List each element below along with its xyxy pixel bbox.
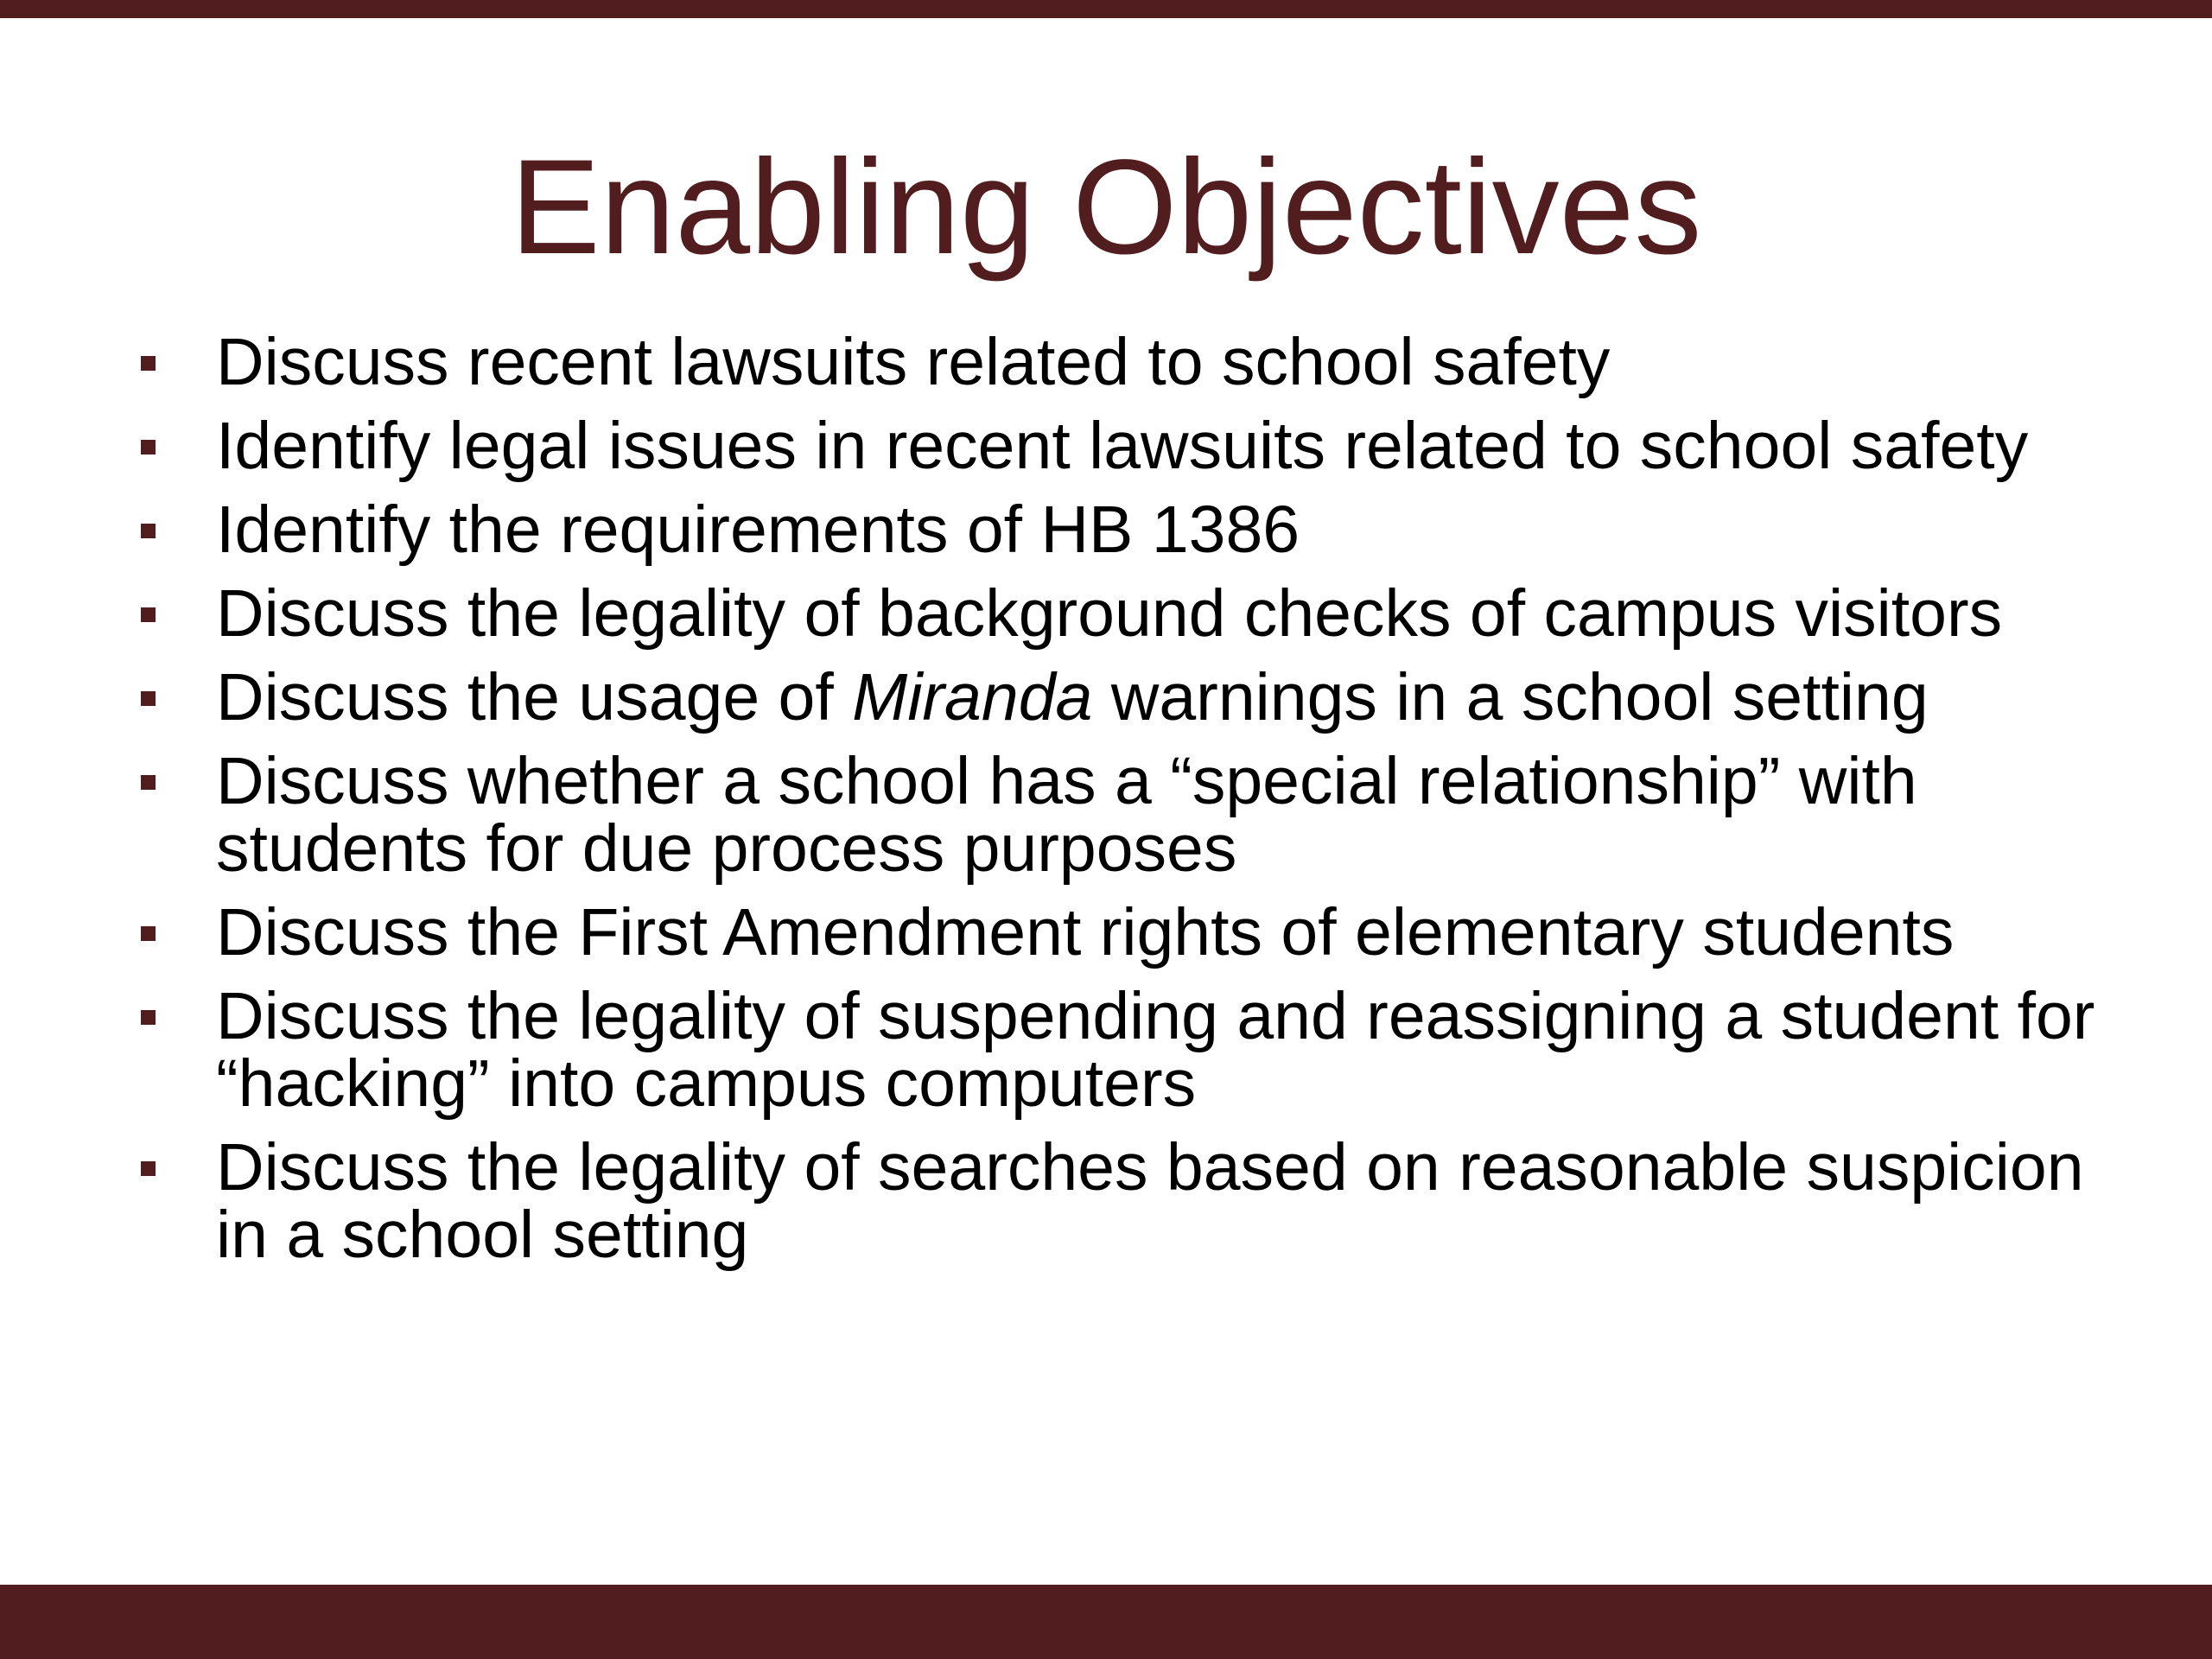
square-bullet-icon — [141, 1010, 156, 1025]
square-bullet-icon — [141, 926, 156, 941]
square-bullet-icon — [141, 691, 156, 706]
list-item — [130, 979, 2117, 1121]
bullet-text: Discuss whether a school has a “special relationship” with students for due process purposes — [216, 744, 1917, 886]
bullet-text: Identify legal issues in recent lawsuits related to school safety — [216, 409, 2029, 483]
list-item — [130, 660, 2117, 734]
list-item — [130, 409, 2117, 483]
slide-title: Enabling Objectives — [510, 132, 1702, 283]
bullet-text-after: warnings in a school setting — [1092, 660, 1929, 734]
square-bullet-icon — [141, 1161, 156, 1176]
bullet-text: Discuss the legality of suspending and reassigning a student for “hacking” into campus computers — [216, 979, 2095, 1121]
bullet-text: Discuss recent lawsuits related to school safety — [216, 325, 1611, 399]
list-item — [130, 744, 2117, 886]
list-item — [130, 1130, 2117, 1272]
square-bullet-icon — [141, 356, 156, 371]
miranda-italic-text: Miranda — [852, 660, 1093, 734]
square-bullet-icon — [141, 607, 156, 622]
list-item — [130, 576, 2117, 651]
bullet-text: Discuss the legality of background checks of campus visitors — [216, 576, 2003, 651]
bullet-text — [216, 660, 1929, 734]
bullet-text: Discuss the First Amendment rights of elementary students — [216, 895, 1955, 969]
square-bullet-icon — [141, 524, 156, 538]
list-item — [130, 895, 2117, 969]
bottom-accent-bar — [0, 1585, 2212, 1659]
bullet-text: Identify the requirements of HB 1386 — [216, 493, 1300, 567]
square-bullet-icon — [141, 440, 156, 454]
bullet-text: Discuss the legality of searches based on reasonable suspicion in a school setting — [216, 1130, 2084, 1272]
top-accent-bar — [0, 0, 2212, 18]
objectives-list — [130, 325, 2117, 1285]
list-item — [130, 493, 2117, 567]
list-item — [130, 325, 2117, 399]
bullet-text-before: Discuss the usage of — [216, 660, 853, 734]
square-bullet-icon — [141, 775, 156, 790]
